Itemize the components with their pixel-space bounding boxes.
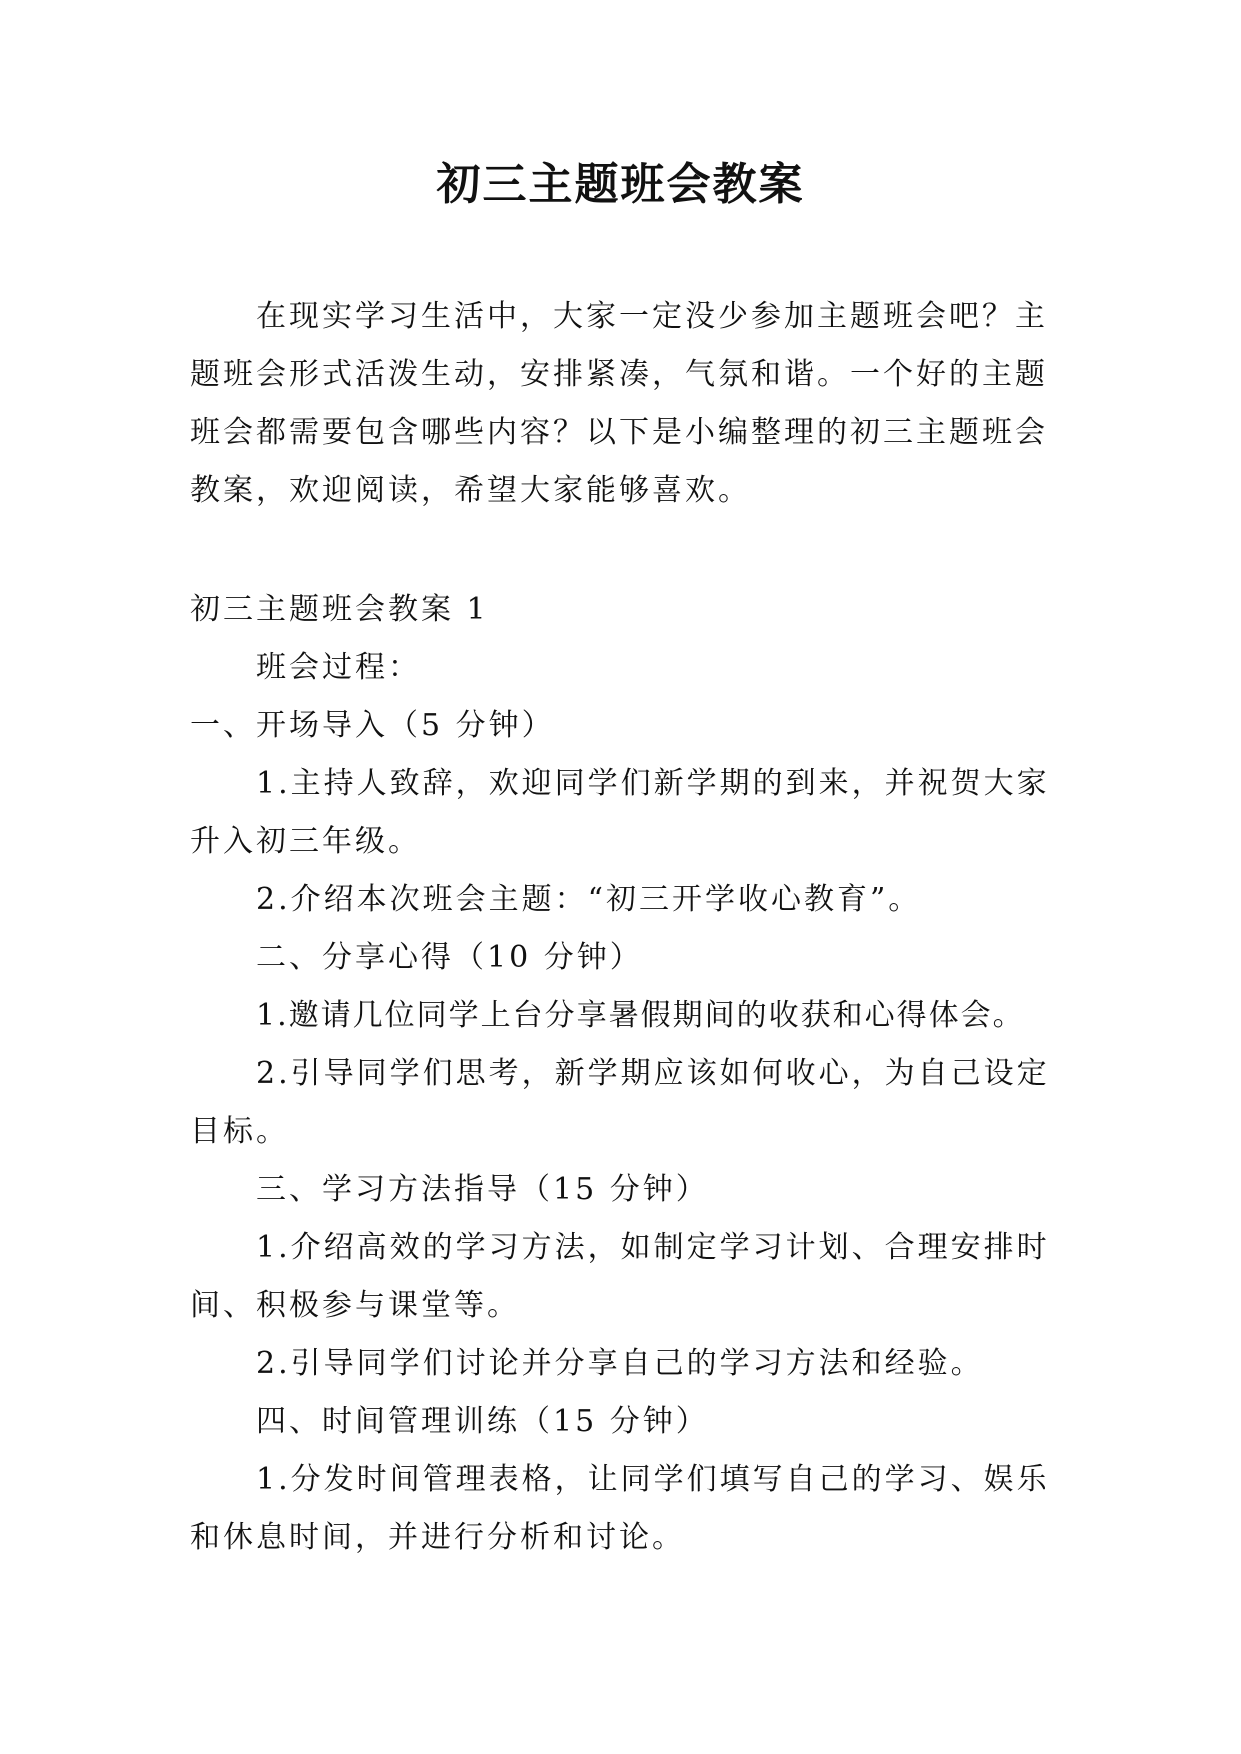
step-2-item-2-cont: 目标。 <box>190 1114 289 1149</box>
step-heading-1: 一、开场导入（5 分钟） <box>190 708 555 743</box>
procedure-label: 班会过程： <box>256 650 421 685</box>
step-1-item-2: 2.介绍本次班会主题：“初三开学收心教育”。 <box>256 882 922 917</box>
document-title: 初三主题班会教案 <box>436 159 805 210</box>
step-3-item-1: 1.介绍高效的学习方法，如制定学习计划、合理安排时 <box>256 1230 1050 1265</box>
step-2-item-2: 2.引导同学们思考，新学期应该如何收心，为自己设定 <box>256 1056 1050 1091</box>
step-4-item-1: 1.分发时间管理表格，让同学们填写自己的学习、娱乐 <box>256 1462 1050 1497</box>
step-3-item-1-cont: 间、积极参与课堂等。 <box>190 1288 520 1323</box>
step-1-item-1: 1.主持人致辞，欢迎同学们新学期的到来，并祝贺大家 <box>256 766 1050 801</box>
section-heading: 初三主题班会教案 1 <box>190 592 489 627</box>
step-heading-4: 四、时间管理训练（15 分钟） <box>256 1404 709 1439</box>
step-2-item-1: 1.邀请几位同学上台分享暑假期间的收获和心得体会。 <box>256 998 1025 1033</box>
step-heading-3: 三、学习方法指导（15 分钟） <box>256 1172 709 1207</box>
step-1-item-1-cont: 升入初三年级。 <box>190 824 421 859</box>
intro-paragraph: 在现实学习生活中，大家一定没少参加主题班会吧？主题班会形式活泼生动，安排紧凑，气氛和谐。一个好的主题班会都需要包含哪些内容？以下是小编整理的初三主题班会教案，欢迎阅读，希望大家能够喜欢。 <box>190 299 1048 508</box>
step-4-item-1-cont: 和休息时间，并进行分析和讨论。 <box>190 1520 685 1555</box>
step-heading-2: 二、分享心得（10 分钟） <box>256 940 643 975</box>
step-3-item-2: 2.引导同学们讨论并分享自己的学习方法和经验。 <box>256 1346 984 1381</box>
